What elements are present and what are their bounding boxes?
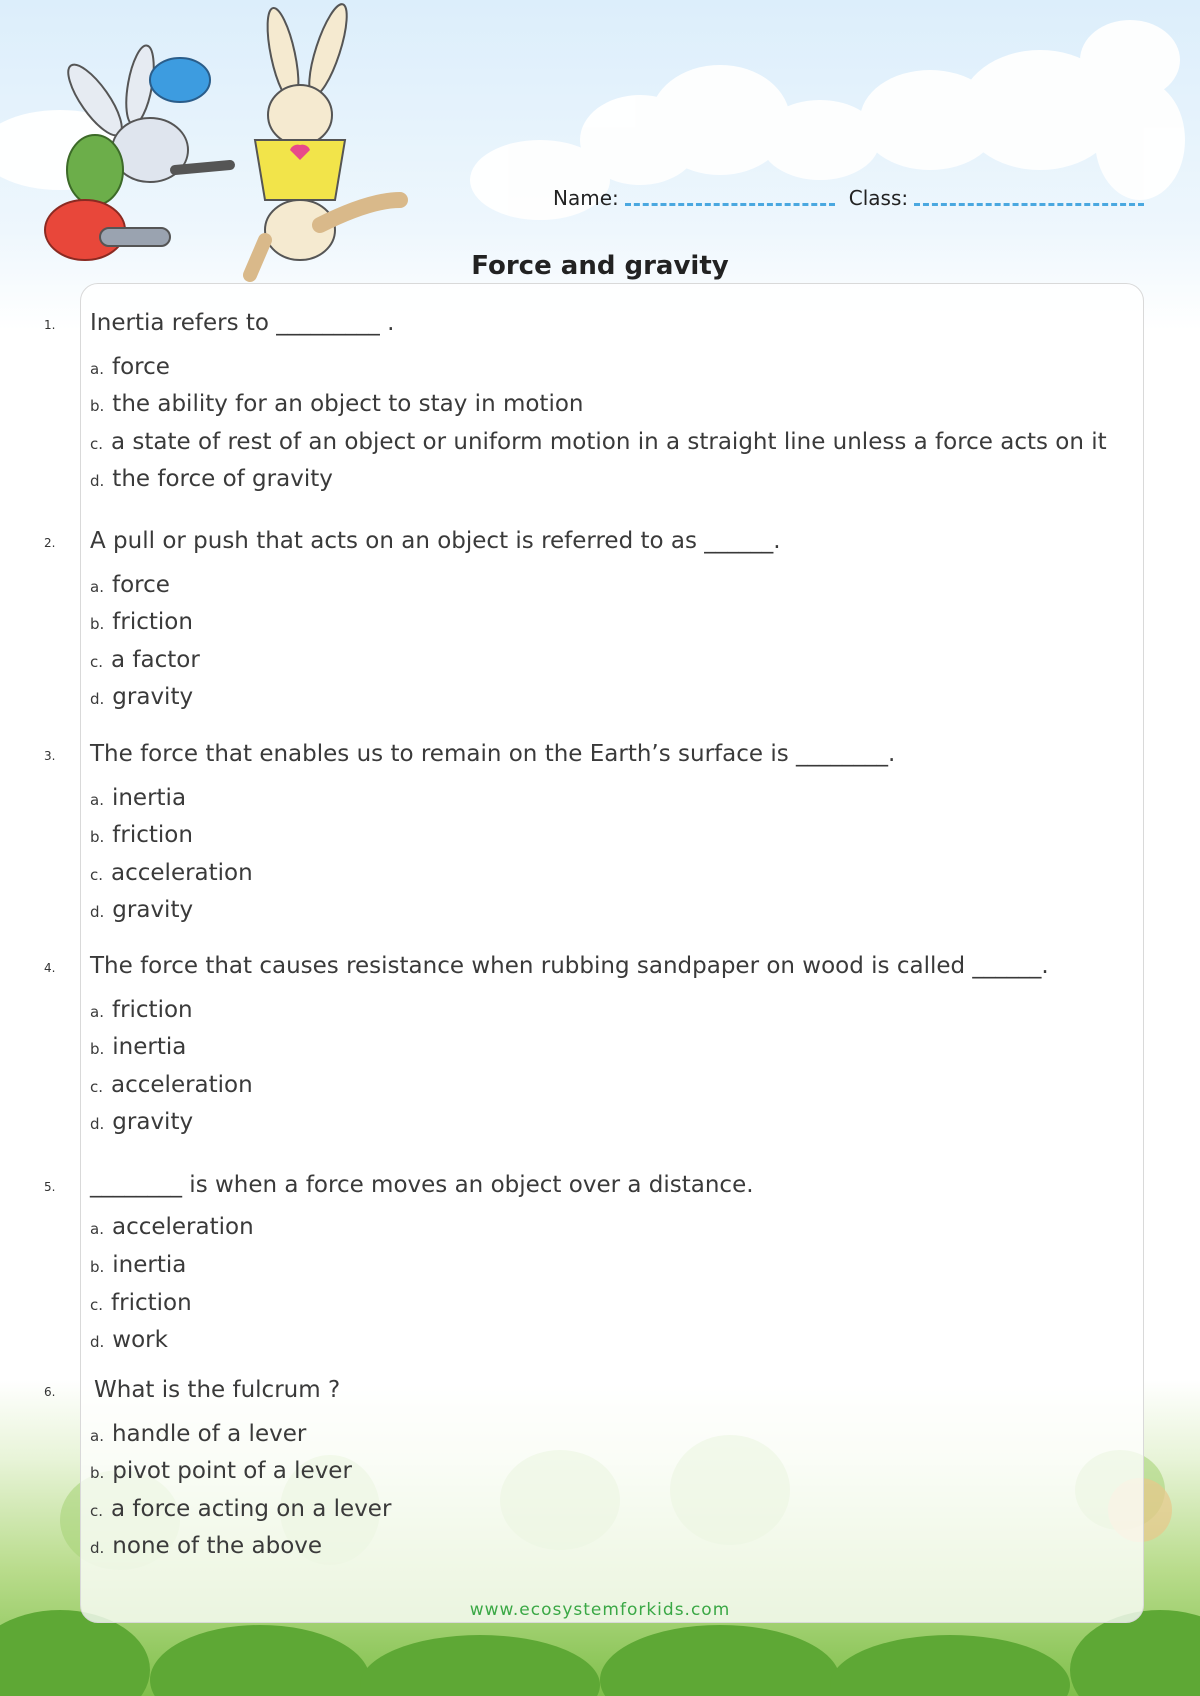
option-d[interactable] — [90, 1533, 322, 1559]
option-b[interactable] — [90, 822, 193, 848]
option-a[interactable] — [90, 1214, 254, 1240]
option-b[interactable] — [90, 1252, 186, 1278]
question-number: 1. — [44, 318, 56, 332]
question-text: ________ is when a force moves an object over a distance. — [90, 1172, 754, 1198]
option-text: friction — [111, 1290, 192, 1316]
option-text: a factor — [111, 647, 200, 673]
option-letter: a. — [90, 1220, 104, 1238]
option-letter: d. — [90, 903, 105, 921]
option-letter: b. — [90, 1040, 105, 1058]
rabbit-right-icon — [250, 1, 400, 275]
option-text: inertia — [112, 1034, 187, 1060]
question-text: The force that causes resistance when rubbing sandpaper on wood is called ______. — [90, 953, 1049, 979]
option-c[interactable] — [90, 647, 200, 673]
option-c[interactable] — [90, 1072, 253, 1098]
option-c[interactable] — [90, 1290, 192, 1316]
option-text: friction — [112, 822, 193, 848]
option-d[interactable] — [90, 684, 193, 710]
name-label: Name: — [553, 186, 619, 210]
option-d[interactable] — [90, 897, 193, 923]
option-d[interactable] — [90, 1327, 168, 1353]
option-a[interactable] — [90, 354, 170, 380]
option-text: friction — [112, 609, 193, 635]
option-letter: b. — [90, 397, 105, 415]
option-text: force — [111, 354, 170, 380]
option-letter: a. — [90, 360, 104, 378]
option-text: gravity — [112, 1109, 194, 1135]
option-text: friction — [111, 997, 193, 1023]
option-b[interactable] — [90, 1458, 352, 1484]
page-title: Force and gravity — [471, 251, 729, 281]
option-c[interactable] — [90, 1496, 391, 1522]
option-b[interactable] — [90, 1034, 186, 1060]
option-a[interactable] — [90, 997, 193, 1023]
option-a[interactable] — [90, 572, 170, 598]
option-text: a state of rest of an object or uniform motion in a straight line unless a force acts on it — [111, 429, 1107, 455]
option-letter: d. — [90, 472, 105, 490]
option-d[interactable] — [90, 466, 333, 492]
option-letter: c. — [90, 1078, 104, 1096]
option-letter: d. — [90, 690, 105, 708]
option-c[interactable] — [90, 429, 1107, 455]
option-letter: a. — [90, 578, 104, 596]
option-text: work — [112, 1327, 168, 1353]
question-text: A pull or push that acts on an object is referred to as ______. — [90, 528, 781, 554]
option-d[interactable] — [90, 1109, 193, 1135]
option-text: the force of gravity — [112, 466, 333, 492]
question-text: What is the fulcrum ? — [94, 1377, 341, 1403]
option-letter: c. — [90, 653, 104, 671]
class-label: Class: — [848, 186, 909, 210]
header-fields — [553, 186, 1144, 210]
option-letter: b. — [90, 1258, 105, 1276]
option-b[interactable] — [90, 609, 193, 635]
option-c[interactable] — [90, 860, 253, 886]
option-letter: a. — [90, 791, 104, 809]
option-b[interactable] — [90, 391, 584, 417]
option-text: a force acting on a lever — [111, 1496, 392, 1522]
option-text: acceleration — [111, 860, 253, 886]
class-field[interactable] — [914, 201, 1144, 206]
option-text: acceleration — [111, 1214, 254, 1240]
option-letter: c. — [90, 435, 104, 453]
option-letter: b. — [90, 615, 105, 633]
option-text: acceleration — [111, 1072, 253, 1098]
footer-url[interactable]: www.ecosystemforkids.com — [469, 1600, 731, 1620]
question-text: The force that enables us to remain on the Earth’s surface is ________. — [90, 741, 896, 767]
option-text: inertia — [111, 785, 187, 811]
question-number: 3. — [44, 749, 56, 763]
option-letter: b. — [90, 828, 105, 846]
option-a[interactable] — [90, 1421, 306, 1447]
question-text: Inertia refers to _________ . — [90, 310, 395, 336]
name-field[interactable] — [625, 201, 835, 206]
question-number: 4. — [44, 961, 56, 975]
question-number: 2. — [44, 536, 56, 550]
option-text: gravity — [112, 897, 194, 923]
option-letter: d. — [90, 1333, 105, 1351]
option-a[interactable] — [90, 785, 186, 811]
option-text: handle of a lever — [111, 1421, 307, 1447]
option-text: inertia — [112, 1252, 187, 1278]
option-text: gravity — [112, 684, 194, 710]
option-letter: c. — [90, 866, 104, 884]
option-text: force — [111, 572, 170, 598]
option-text: none of the above — [112, 1533, 323, 1559]
rabbit-left-icon — [45, 44, 230, 260]
question-number: 6. — [44, 1385, 56, 1399]
option-letter: d. — [90, 1115, 105, 1133]
option-letter: d. — [90, 1539, 105, 1557]
option-letter: b. — [90, 1464, 105, 1482]
question-number: 5. — [44, 1180, 56, 1194]
option-letter: a. — [90, 1427, 104, 1445]
option-letter: c. — [90, 1502, 104, 1520]
option-text: pivot point of a lever — [112, 1458, 352, 1484]
option-letter: a. — [90, 1003, 104, 1021]
option-text: the ability for an object to stay in motion — [112, 391, 584, 417]
option-letter: c. — [90, 1296, 104, 1314]
